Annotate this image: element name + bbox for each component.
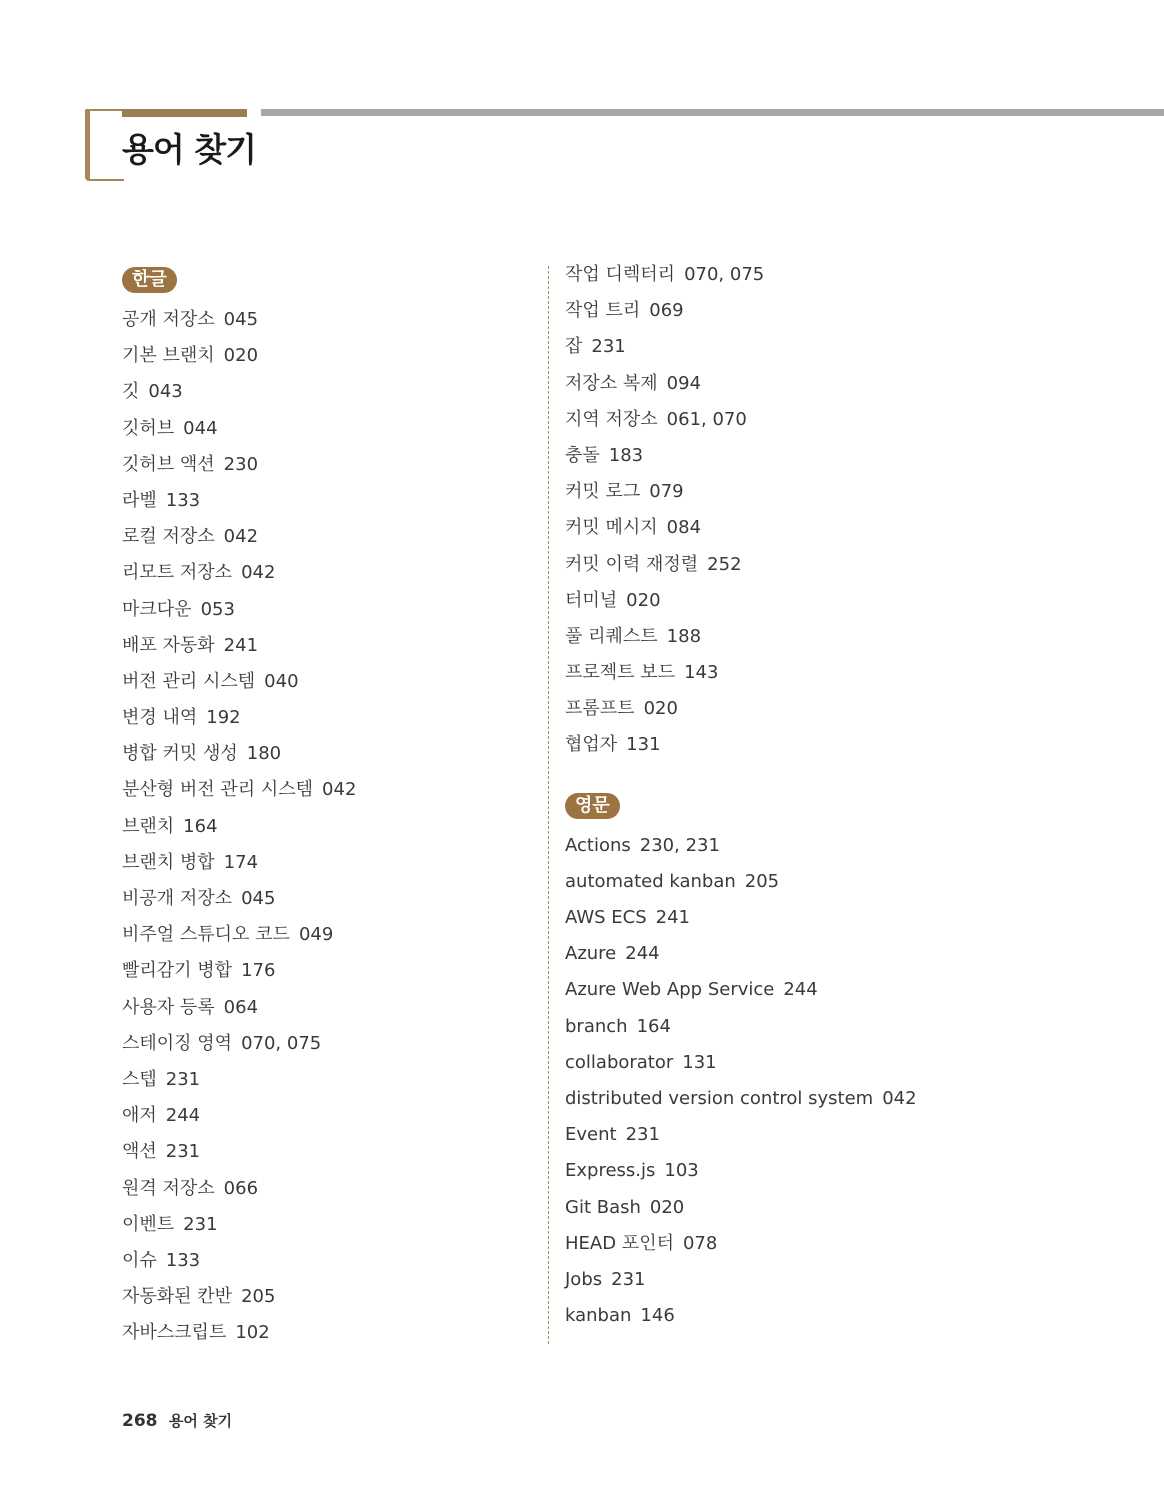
index-page-refs: 231 — [183, 1213, 218, 1235]
index-term: kanban — [565, 1305, 632, 1327]
section-spacer — [565, 764, 985, 792]
index-page-refs: 042 — [322, 779, 357, 801]
index-term: 버전 관리 시스템 — [122, 670, 256, 692]
index-page-refs: 103 — [664, 1160, 699, 1182]
index-page-refs: 131 — [682, 1051, 717, 1073]
index-term: HEAD 포인터 — [565, 1232, 674, 1254]
title-accent-bar — [122, 109, 247, 117]
index-entry — [565, 510, 985, 546]
index-term: collaborator — [565, 1051, 674, 1073]
index-term: 공개 저장소 — [122, 309, 215, 330]
index-page-refs: 045 — [241, 888, 276, 909]
index-page-refs: 079 — [649, 481, 684, 503]
index-term: Azure Web App Service — [565, 979, 775, 1001]
index-page-refs: 183 — [608, 444, 644, 466]
index-term: 풀 리퀘스트 — [565, 625, 658, 647]
index-page-refs: 192 — [206, 707, 241, 729]
title-bracket-decoration — [85, 109, 124, 181]
index-term: 빨리감기 병합 — [122, 960, 233, 982]
left-index-column — [122, 266, 542, 1351]
index-page-refs: 066 — [223, 1177, 259, 1199]
index-entry — [565, 1045, 985, 1081]
index-term: 스테이징 영역 — [122, 1032, 233, 1054]
index-page-refs: 061, 070 — [666, 408, 747, 430]
index-entry — [122, 447, 542, 483]
index-entry — [565, 257, 985, 293]
index-page-refs: 045 — [223, 309, 259, 330]
index-page-refs: 241 — [655, 907, 691, 928]
index-entry — [122, 809, 542, 845]
index-entry — [122, 411, 542, 447]
index-page-refs: 176 — [241, 960, 276, 982]
index-page-refs: 188 — [666, 625, 702, 647]
index-page-refs: 244 — [625, 943, 660, 965]
index-page-refs: 020 — [643, 698, 678, 720]
index-page-refs: 040 — [264, 670, 299, 692]
index-term: 깃 — [122, 381, 140, 403]
index-term: 애저 — [122, 1105, 157, 1127]
index-entry — [122, 953, 542, 989]
index-entry — [565, 1298, 985, 1334]
index-term: distributed version control system — [565, 1087, 874, 1109]
index-page-refs: 164 — [636, 1015, 671, 1037]
index-term: 마크다운 — [122, 598, 192, 620]
index-entry — [565, 936, 985, 972]
index-entry — [122, 555, 542, 591]
index-entry — [565, 1009, 985, 1045]
section-badge-english: 영문 — [565, 793, 620, 819]
index-term: 원격 저장소 — [122, 1177, 215, 1199]
index-entry — [565, 402, 985, 438]
index-entry — [122, 700, 542, 736]
index-entry — [565, 438, 985, 474]
index-term: 지역 저장소 — [565, 408, 658, 430]
index-term: 사용자 등록 — [122, 996, 215, 1018]
index-page-refs: 042 — [241, 562, 276, 584]
index-entry — [565, 619, 985, 655]
index-term: 스텝 — [122, 1068, 157, 1090]
index-entry — [122, 1207, 542, 1243]
right-index-column — [565, 257, 985, 1334]
index-term: 저장소 복제 — [565, 372, 658, 394]
index-term: 리모트 저장소 — [122, 562, 233, 584]
index-page-refs: 241 — [223, 634, 259, 656]
index-page-refs: 131 — [626, 734, 661, 756]
index-term: 충돌 — [565, 444, 600, 466]
index-term: 이벤트 — [122, 1213, 175, 1235]
index-term: 기본 브랜치 — [122, 345, 215, 367]
index-page-refs: 133 — [165, 1249, 201, 1271]
index-term: 협업자 — [565, 734, 618, 756]
index-page-refs: 053 — [200, 598, 235, 620]
index-entry — [565, 1190, 985, 1226]
index-term: 분산형 버전 관리 시스템 — [122, 779, 314, 801]
index-term: 변경 내역 — [122, 707, 198, 729]
index-term: 커밋 이력 재정렬 — [565, 553, 699, 575]
index-term: 액션 — [122, 1141, 157, 1163]
index-page-refs: 102 — [235, 1322, 270, 1344]
index-entry — [565, 1262, 985, 1298]
index-page-refs: 231 — [611, 1268, 646, 1290]
index-entry — [122, 519, 542, 555]
index-entry — [565, 828, 985, 864]
index-entry — [565, 972, 985, 1008]
korean-term-list — [122, 302, 542, 1351]
index-page-refs: 205 — [241, 1286, 276, 1308]
index-term: branch — [565, 1015, 628, 1037]
index-page-refs: 042 — [223, 526, 259, 548]
index-page-refs: 084 — [666, 517, 702, 539]
index-page-refs: 180 — [246, 743, 282, 765]
index-term: automated kanban — [565, 870, 736, 892]
index-entry — [122, 990, 542, 1026]
column-divider — [548, 266, 549, 1344]
index-page-refs: 174 — [223, 851, 259, 873]
index-page-refs: 244 — [165, 1105, 201, 1127]
index-term: 작업 트리 — [565, 300, 641, 322]
index-entry — [565, 691, 985, 727]
index-entry — [122, 1315, 542, 1351]
index-page-refs: 078 — [682, 1232, 718, 1254]
english-term-list — [565, 828, 985, 1335]
index-term: 로컬 저장소 — [122, 526, 215, 548]
index-page-refs: 070, 075 — [684, 264, 765, 285]
index-entry — [565, 547, 985, 583]
index-page-refs: 231 — [625, 1124, 660, 1146]
index-term: Event — [565, 1124, 617, 1146]
index-entry — [122, 592, 542, 628]
korean-term-list-continued — [565, 257, 985, 764]
index-entry — [565, 1081, 985, 1117]
index-term: 비공개 저장소 — [122, 888, 233, 909]
index-entry — [122, 1134, 542, 1170]
index-entry — [565, 366, 985, 402]
index-page-refs: 070, 075 — [241, 1032, 322, 1054]
index-term: 배포 자동화 — [122, 634, 215, 656]
index-entry — [565, 655, 985, 691]
index-entry — [565, 727, 985, 763]
index-term: 커밋 로그 — [565, 481, 641, 503]
index-entry — [122, 736, 542, 772]
index-entry — [122, 845, 542, 881]
index-page-refs: 230 — [223, 453, 259, 475]
index-term: 잡 — [565, 336, 583, 358]
index-page-refs: 020 — [223, 345, 259, 367]
index-term: 브랜치 병합 — [122, 851, 215, 873]
index-page-refs: 020 — [626, 589, 661, 611]
index-term: 브랜치 — [122, 815, 175, 837]
index-term: 자동화된 칸반 — [122, 1286, 233, 1308]
index-term: 병합 커밋 생성 — [122, 743, 238, 765]
index-page-refs: 133 — [165, 489, 201, 511]
index-page-refs: 205 — [744, 870, 780, 892]
index-page-refs: 094 — [666, 372, 702, 394]
index-page-refs: 231 — [591, 336, 626, 358]
index-page-refs: 064 — [223, 996, 259, 1018]
index-page-refs: 143 — [684, 662, 719, 684]
index-entry — [565, 329, 985, 365]
index-term: Express.js — [565, 1160, 656, 1182]
index-entry — [565, 474, 985, 510]
index-page-refs: 252 — [707, 553, 742, 575]
page-title: 용어 찾기 — [122, 130, 257, 169]
index-term: 이슈 — [122, 1249, 157, 1271]
page-footer — [122, 1410, 232, 1431]
index-page-refs: 049 — [298, 924, 334, 946]
index-entry — [122, 664, 542, 700]
index-entry — [122, 374, 542, 410]
index-page-refs: 231 — [165, 1068, 201, 1090]
index-term: AWS ECS — [565, 907, 647, 928]
index-entry — [122, 1062, 542, 1098]
index-term: 자바스크립트 — [122, 1322, 227, 1344]
index-page-refs: 044 — [183, 417, 218, 439]
index-page-refs: 230, 231 — [639, 834, 720, 856]
index-term: Jobs — [565, 1268, 603, 1290]
index-page-refs: 020 — [649, 1196, 685, 1218]
index-entry — [565, 583, 985, 619]
index-entry — [565, 1117, 985, 1153]
index-entry — [122, 1279, 542, 1315]
index-entry — [122, 772, 542, 808]
index-page-refs: 043 — [148, 381, 183, 403]
index-term: Actions — [565, 834, 631, 856]
index-term: 터미널 — [565, 589, 618, 611]
index-term: 비주얼 스튜디오 코드 — [122, 924, 290, 946]
index-entry — [122, 881, 542, 917]
index-term: Azure — [565, 943, 617, 965]
footer-label: 용어 찾기 — [168, 1412, 233, 1430]
index-entry — [565, 900, 985, 936]
title-rule-bar — [261, 109, 1164, 116]
index-term: 작업 디렉터리 — [565, 264, 676, 285]
index-entry — [122, 338, 542, 374]
index-entry — [122, 628, 542, 664]
index-term: 프롬프트 — [565, 698, 635, 720]
index-entry — [122, 483, 542, 519]
index-term: Git Bash — [565, 1196, 641, 1218]
index-term: 라벨 — [122, 489, 157, 511]
index-entry — [122, 302, 542, 338]
index-entry — [122, 1243, 542, 1279]
page-number: 268 — [122, 1411, 158, 1431]
index-entry — [122, 1026, 542, 1062]
index-term: 커밋 메시지 — [565, 517, 658, 539]
index-page-refs: 146 — [640, 1305, 675, 1327]
index-entry — [565, 293, 985, 329]
index-entry — [122, 1171, 542, 1207]
index-page-refs: 042 — [882, 1087, 917, 1109]
index-term: 깃허브 — [122, 417, 175, 439]
index-page-refs: 069 — [649, 300, 684, 322]
index-entry — [565, 1226, 985, 1262]
index-page-refs: 231 — [165, 1141, 201, 1163]
index-page-refs: 164 — [183, 815, 218, 837]
index-page-refs: 244 — [783, 979, 818, 1001]
index-entry — [122, 917, 542, 953]
index-entry — [122, 1098, 542, 1134]
index-entry — [565, 1153, 985, 1189]
index-term: 프로젝트 보드 — [565, 662, 676, 684]
section-badge-korean: 한글 — [122, 267, 177, 293]
index-entry — [565, 864, 985, 900]
index-term: 깃허브 액션 — [122, 453, 215, 475]
